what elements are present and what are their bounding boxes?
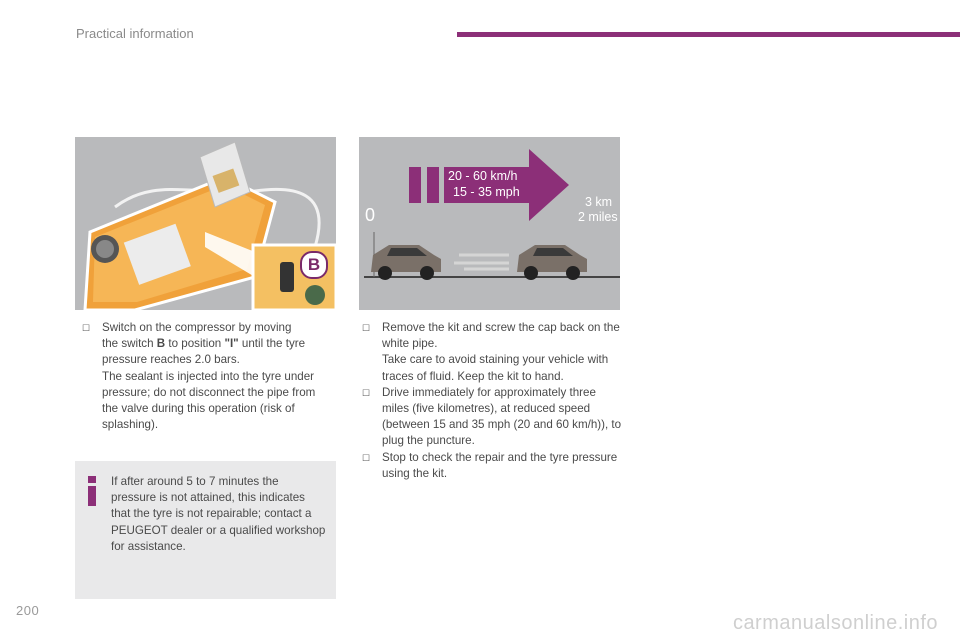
instruction-note: The sealant is injected into the tyre under pressure; do not disconnect the pipe from the valve during this operation (risk of splashing). — [102, 369, 316, 432]
instruction-bullet — [362, 450, 622, 482]
info-text: If after around 5 to 7 minutes the pressure is not attained, this indicates that the tyre is not repairable; contact a PEUGEOT dealer or a qualified workshop for assistance. — [111, 475, 326, 553]
instruction-bullet — [362, 320, 622, 385]
left-column — [82, 320, 332, 433]
switch-b-label: B — [300, 251, 328, 279]
watermark: carmanualsonline.info — [732, 612, 938, 634]
instruction-bullet — [82, 320, 332, 433]
section-title: Practical information — [76, 26, 194, 41]
instruction-text: Stop to check the repair and the tyre pressure using the kit. — [382, 450, 618, 480]
checkbox-icon: ☐ — [362, 323, 371, 333]
right-column — [362, 320, 622, 482]
checkbox-icon: ☐ — [362, 452, 371, 463]
info-box — [75, 461, 336, 599]
page-number: 200 — [16, 603, 40, 618]
instruction-bullet — [362, 385, 622, 450]
speed-kmh-label: 20 - 60 km/h — [448, 169, 518, 183]
checkbox-icon: ☐ — [82, 323, 91, 333]
compressor-illustration — [75, 137, 336, 310]
instruction-text: Switch on the compressor by moving the switch B to position "I" until the tyre pressure reaches 2.0 bars. — [102, 321, 306, 367]
instruction-note: Take care to avoid staining your vehicle with traces of fluid. Keep the kit to hand. — [382, 353, 609, 383]
info-icon — [85, 476, 99, 506]
speed-mph-label: 15 - 35 mph — [453, 185, 520, 199]
header-accent-bar — [457, 32, 960, 37]
compressor-drawing — [75, 137, 336, 310]
distance-km-label: 3 km — [585, 195, 613, 209]
driving-illustration — [359, 137, 620, 310]
instruction-text: Drive immediately for approximately three miles (five kilometres), at reduced speed (between 15 and 35 mph (20 and 60 km/h)), to plug the puncture. — [382, 385, 622, 448]
checkbox-icon: ☐ — [362, 387, 371, 398]
start-distance-label: 0 — [365, 205, 376, 225]
instruction-text: Remove the kit and screw the cap back on the white pipe. — [382, 321, 620, 351]
distance-miles-label: 2 miles — [578, 210, 618, 224]
